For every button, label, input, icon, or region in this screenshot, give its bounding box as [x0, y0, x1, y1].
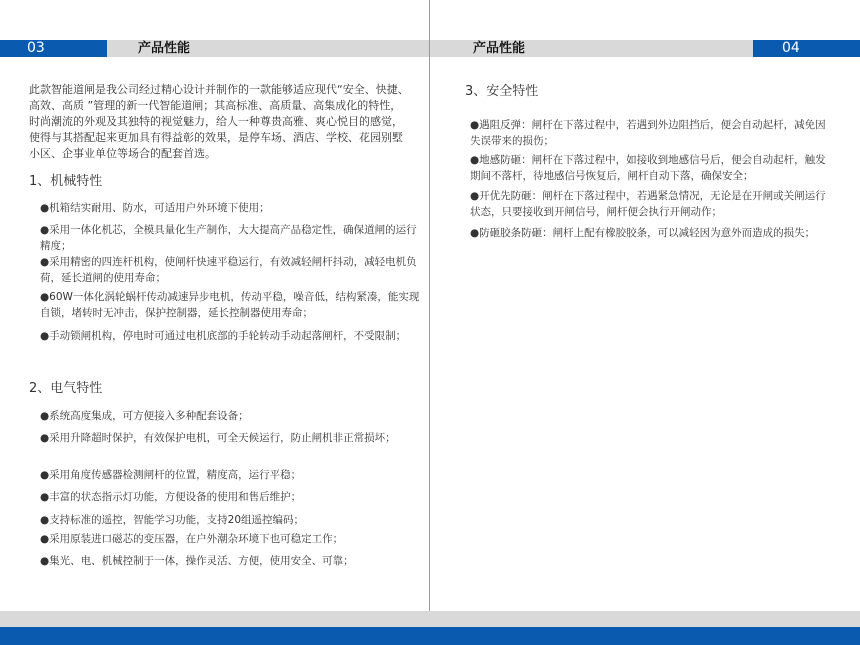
list-item: ●机箱结实耐用、防水，可适用户外环境下使用；: [40, 202, 270, 214]
list-item: ●60W一体化涡轮蜗杆传动减速异步电机，传动平稳，噪音低，结构紧凑，能实现自锁，堵转时无冲击，保护控制器，延长控制器使用寿命；: [40, 291, 420, 319]
list-item: ●采用精密的四连杆机构，使闸杆快速平稳运行，有效减轻闸杆抖动，减轻电机负荷，延长道闸的使用寿命；: [40, 256, 417, 284]
header-band: [0, 40, 860, 57]
footer-band: [0, 611, 860, 627]
page-divider: [429, 0, 430, 645]
list-item: ●采用升降超时保护，有效保护电机，可全天候运行，防止闸机非正常损坏；: [40, 432, 396, 444]
heading-electrical: 2、电气特性: [29, 381, 103, 396]
list-item: ●开优先防砸：闸杆在下落过程中，若遇紧急情况，无论是在开闸或关闸运行状态，只要接收到开闸信号，闸杆便会执行开闸动作；: [470, 190, 826, 218]
list-item: ●丰富的状态指示灯功能，方便设备的使用和售后维护；: [40, 491, 302, 503]
list-item: ●支持标准的遥控，智能学习功能，支持20组遥控编码；: [40, 514, 305, 526]
list-item: ●系统高度集成，可方便接入多种配套设备；: [40, 410, 249, 422]
list-item: ●防砸胶条防砸：闸杆上配有橡胶胶条，可以减轻因为意外而造成的损失；: [470, 227, 816, 239]
page-number-right: 04: [753, 40, 860, 57]
list-item: ●采用一体化机芯，全模具量化生产制作，大大提高产品稳定性，确保道闸的运行精度；: [40, 224, 417, 252]
section-title-left: 产品性能: [138, 41, 191, 56]
list-item: ●地感防砸：闸杆在下落过程中，如接收到地感信号后，便会自动起杆，触发期间不落杆，待地感信号恢复后，闸杆自动下落，确保安全；: [470, 154, 826, 182]
list-item: ●集光、电、机械控制于一体，操作灵活、方便，使用安全、可靠；: [40, 555, 354, 567]
list-item: ●采用角度传感器检测闸杆的位置，精度高，运行平稳；: [40, 469, 302, 481]
page-number-left: 03: [0, 40, 107, 57]
list-item: ●手动锁闸机构，停电时可通过电机底部的手轮转动手动起落闸杆，不受限制；: [40, 330, 407, 342]
heading-safety: 3、安全特性: [465, 84, 539, 99]
list-item: ●采用原装进口磁芯的变压器，在户外潮杂环境下也可稳定工作；: [40, 533, 344, 545]
section-title-right: 产品性能: [473, 41, 526, 56]
list-item: ●遇阻反弹：闸杆在下落过程中，若遇到外边阻挡后，便会自动起杆，减免因失误带来的损伤；: [470, 119, 826, 147]
heading-mechanical: 1、机械特性: [29, 174, 103, 189]
footer-bar: [0, 627, 860, 645]
intro-paragraph: 此款智能道闸是我公司经过精心设计并制作的一款能够适应现代“安全、快捷、高效、高质 ”管理的新一代智能道闸；其高标准、高质量、高集成化的特性，时尚潮流的外观及其独特的视觉魅力，给人一种尊贵高雅、爽心悦目的感觉，使得与其搭配起来更加具有得益彰的效果，是停车场、酒店、学校、花园别墅小区、企事业单位等场合的配套首选。: [29, 83, 409, 160]
